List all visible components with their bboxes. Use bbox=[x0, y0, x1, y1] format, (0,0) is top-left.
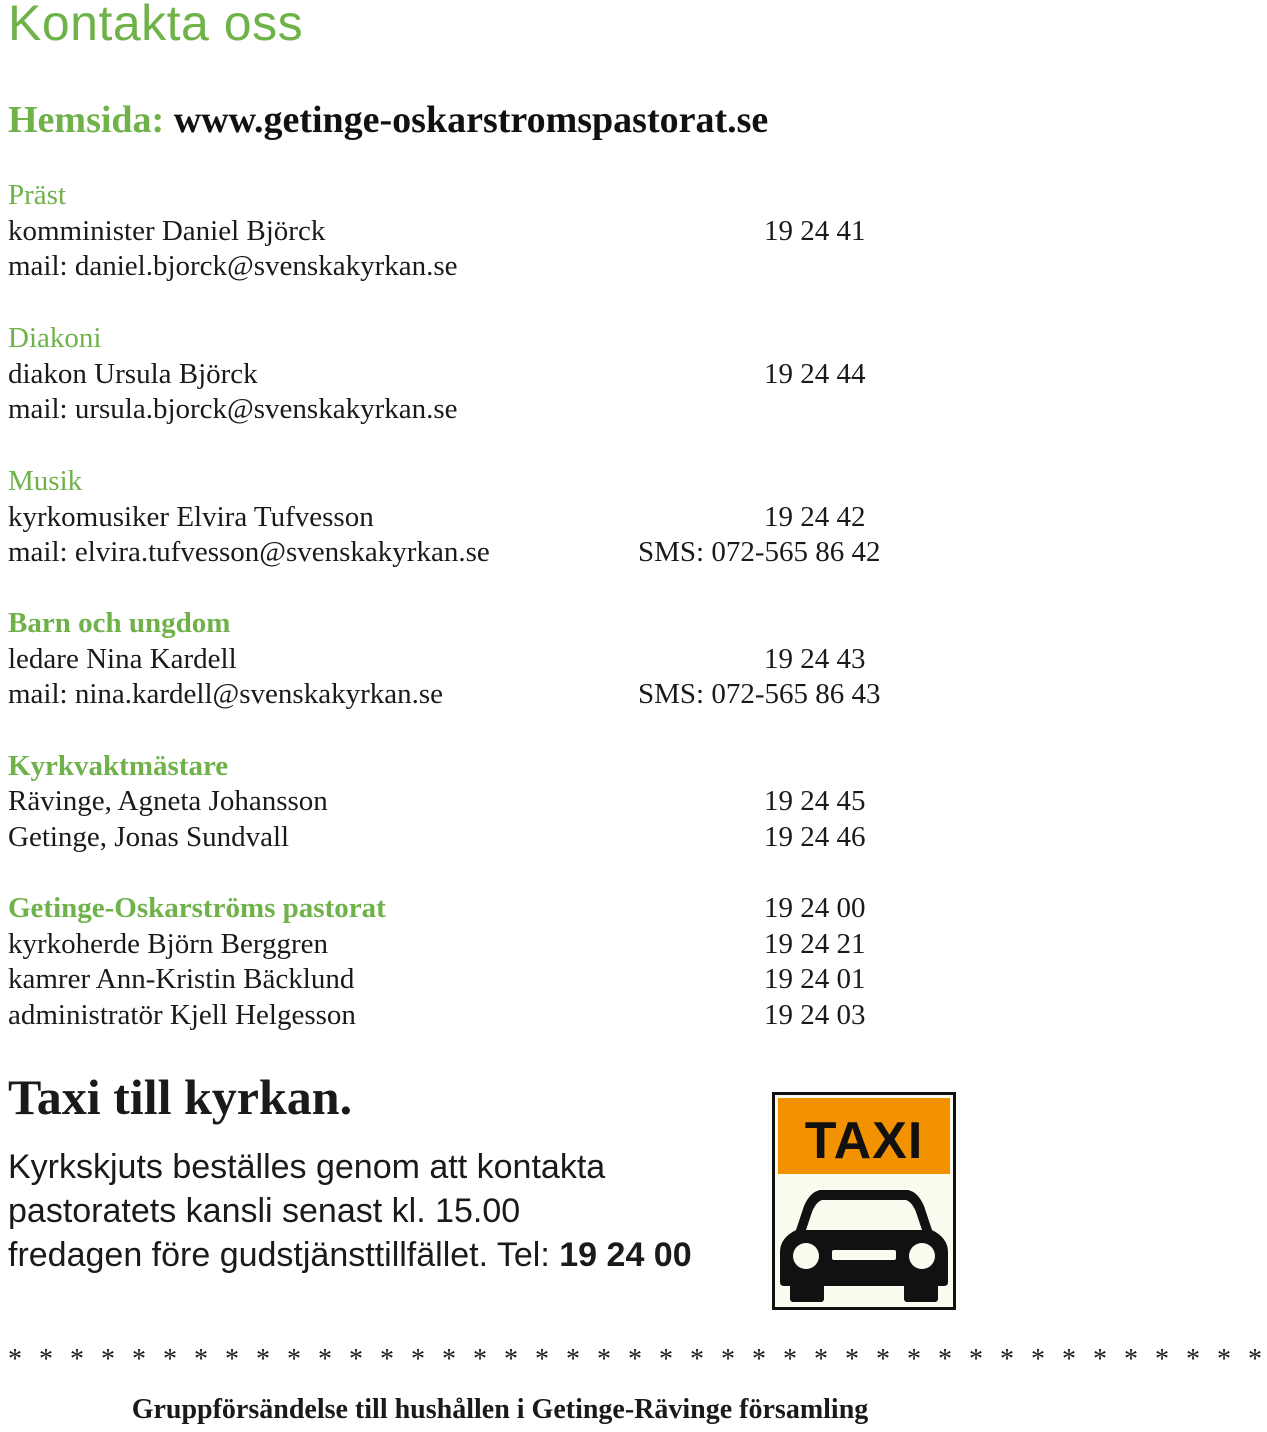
contact-name-diakoni: diakon Ursula Björck bbox=[8, 358, 258, 390]
contact-mail-barn[interactable]: mail: nina.kardell@svenskakyrkan.se bbox=[8, 678, 443, 710]
section-heading-diakoni: Diakoni bbox=[8, 322, 102, 354]
contact-name-kyrkvakt-1: Rävinge, Agneta Johansson bbox=[8, 785, 328, 817]
taxi-text-line-2: pastoratets kansli senast kl. 15.00 bbox=[8, 1192, 521, 1230]
taxi-title: Taxi till kyrkan. bbox=[8, 1069, 353, 1125]
contact-phone-pastorat-2: 19 24 01 bbox=[764, 963, 866, 995]
taxi-text-line-3-text: fredagen före gudstjänsttillfället. Tel: bbox=[8, 1236, 560, 1274]
contact-phone-diakoni: 19 24 44 bbox=[764, 358, 866, 390]
homepage-url[interactable]: www.getinge-oskarstromspastorat.se bbox=[173, 99, 769, 141]
taxi-tel: 19 24 00 bbox=[559, 1236, 692, 1274]
contact-phone-prast: 19 24 41 bbox=[764, 215, 866, 247]
taxi-text-line-3 bbox=[8, 1233, 692, 1277]
page-title: Kontakta oss bbox=[8, 0, 304, 51]
contact-name-pastorat-3: administratör Kjell Helgesson bbox=[8, 999, 356, 1031]
homepage-label: Hemsida: bbox=[8, 99, 165, 141]
car-icon bbox=[780, 1190, 948, 1302]
contact-phone-pastorat: 19 24 00 bbox=[764, 892, 866, 924]
contact-phone-pastorat-1: 19 24 21 bbox=[764, 928, 866, 960]
contact-mail-diakoni[interactable]: mail: ursula.bjorck@svenskakyrkan.se bbox=[8, 393, 458, 425]
section-heading-pastorat: Getinge-Oskarströms pastorat bbox=[8, 892, 386, 924]
contact-name-musik: kyrkomusiker Elvira Tufvesson bbox=[8, 501, 374, 533]
section-heading-prast: Präst bbox=[8, 179, 66, 211]
contact-phone-musik: 19 24 42 bbox=[764, 501, 866, 533]
contact-phone-kyrkvakt-1: 19 24 45 bbox=[764, 785, 866, 817]
homepage-line bbox=[8, 98, 768, 142]
contact-name-kyrkvakt-2: Getinge, Jonas Sundvall bbox=[8, 821, 290, 853]
contact-name-pastorat-1: kyrkoherde Björn Berggren bbox=[8, 928, 328, 960]
taxi-sign-icon bbox=[772, 1092, 956, 1310]
taxi-text-line-1: Kyrkskjuts beställes genom att kontakta bbox=[8, 1148, 606, 1186]
taxi-sign-text: TAXI bbox=[804, 1112, 924, 1170]
section-heading-musik: Musik bbox=[8, 465, 83, 497]
star-divider: * * * * * * * * * * * * * * * * * * * * * * * * * * * * * * * * * * * * * * * * * bbox=[8, 1344, 1267, 1375]
section-heading-barn: Barn och ungdom bbox=[8, 607, 231, 639]
contact-phone-pastorat-3: 19 24 03 bbox=[764, 999, 866, 1031]
section-heading-kyrkvakt: Kyrkvaktmästare bbox=[8, 750, 229, 782]
contact-name-barn: ledare Nina Kardell bbox=[8, 643, 237, 675]
contact-phone-barn: 19 24 43 bbox=[764, 643, 866, 675]
contact-sms-barn: SMS: 072-565 86 43 bbox=[638, 678, 881, 710]
contact-mail-musik[interactable]: mail: elvira.tufvesson@svenskakyrkan.se bbox=[8, 536, 490, 568]
footer-text: Gruppförsändelse till hushållen i Getinge-Rävinge församling bbox=[131, 1394, 869, 1425]
contact-sms-musik: SMS: 072-565 86 42 bbox=[638, 536, 881, 568]
contact-name-prast: komminister Daniel Björck bbox=[8, 215, 326, 247]
contact-name-pastorat-2: kamrer Ann-Kristin Bäcklund bbox=[8, 963, 355, 995]
contact-phone-kyrkvakt-2: 19 24 46 bbox=[764, 821, 866, 853]
contact-mail-prast[interactable]: mail: daniel.bjorck@svenskakyrkan.se bbox=[8, 250, 458, 282]
